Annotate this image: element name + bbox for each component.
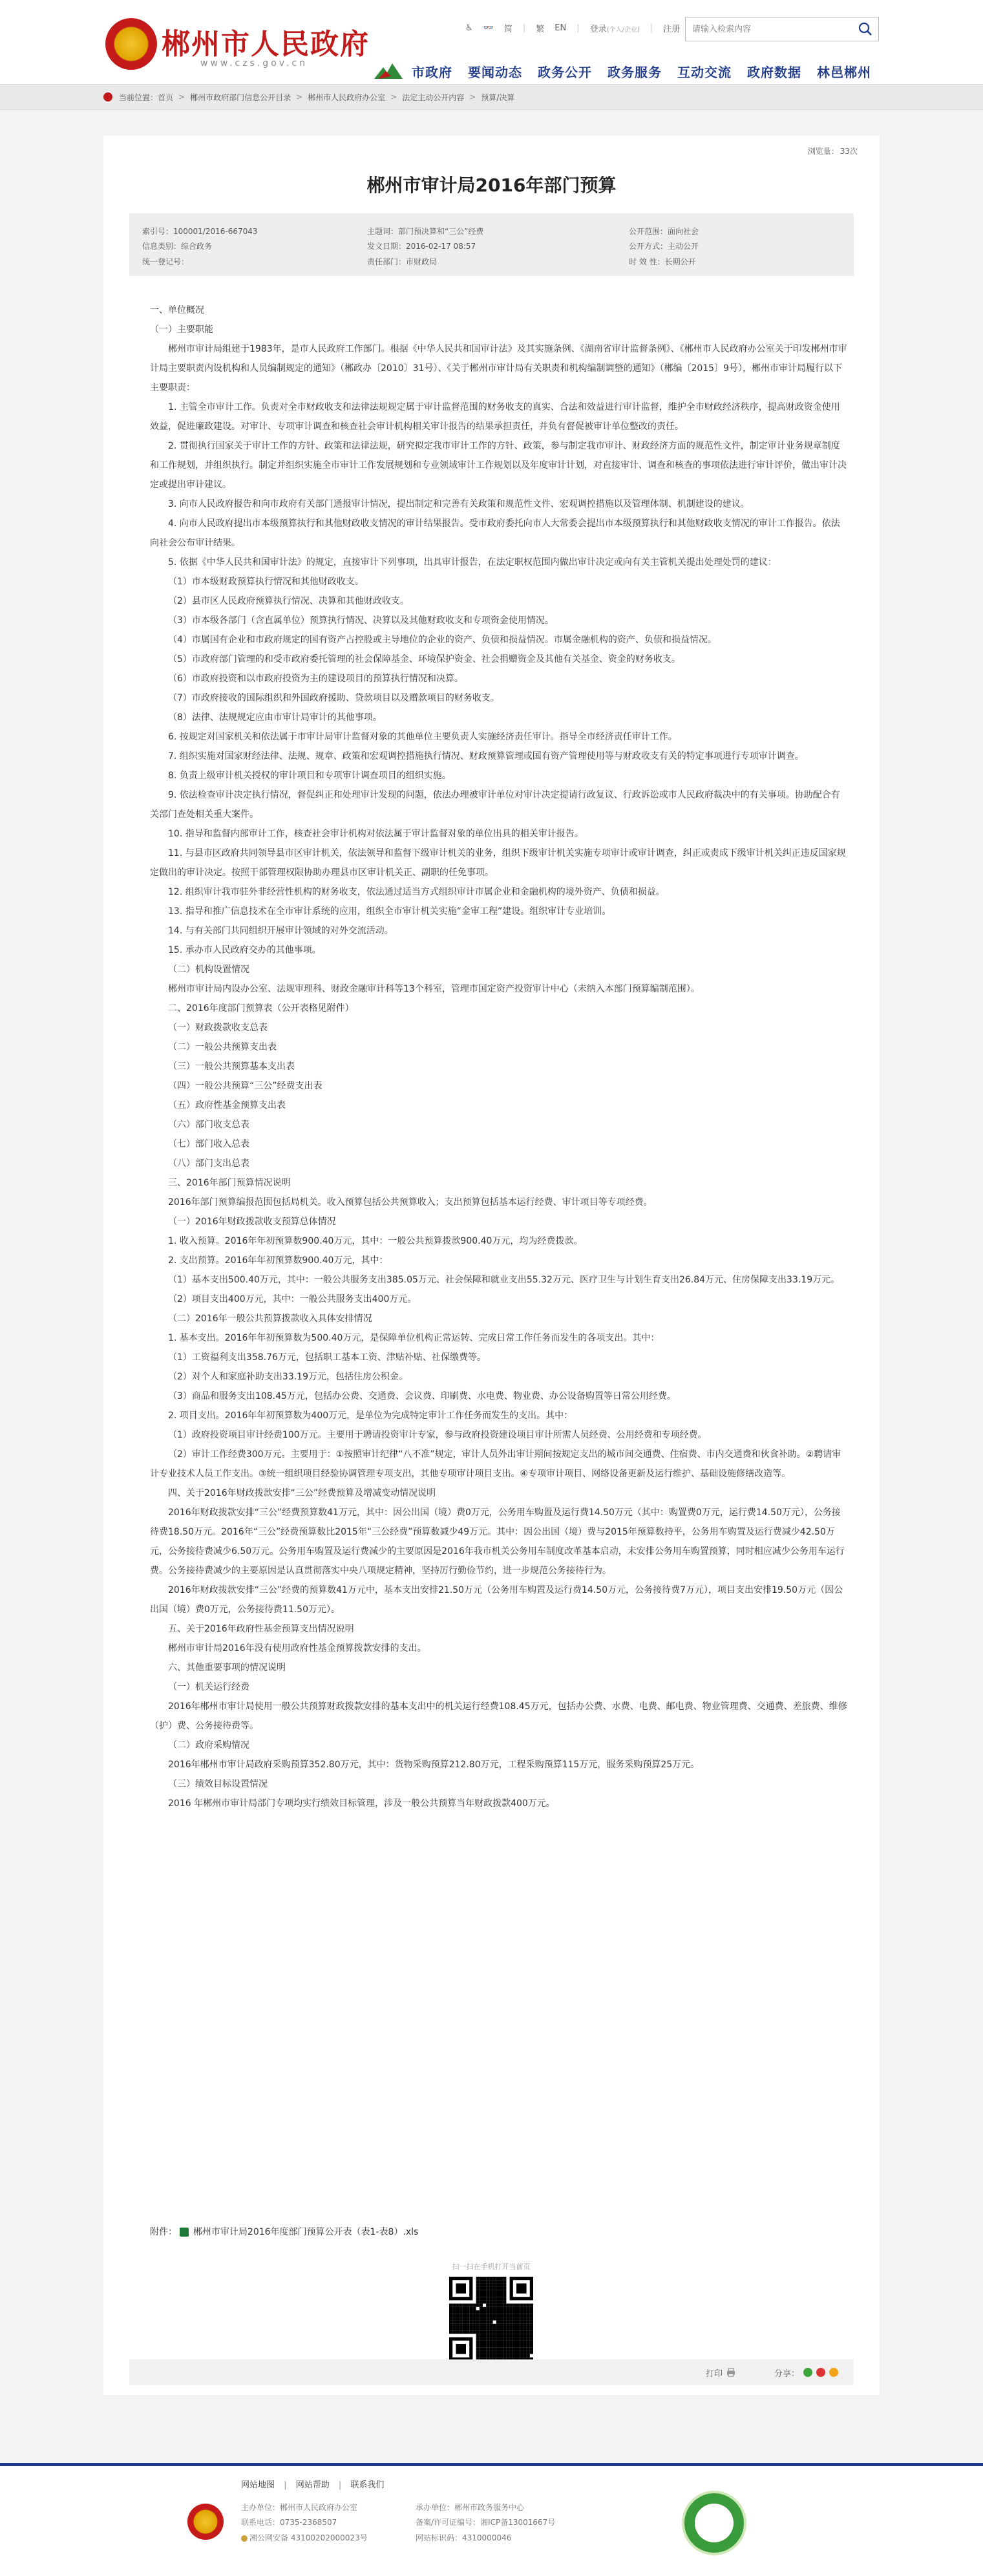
article-paragraph: （三）一般公共预算基本支出表	[168, 1061, 295, 1072]
location-pin-icon	[103, 92, 112, 101]
government-website-badge[interactable]	[682, 2491, 746, 2555]
article-paragraph: （3）商品和服务支出108.45万元，包括办公费、交通费、会议费、印刷费、水电费、物业费、办公设备购置等日常公用经费。	[168, 1391, 676, 1401]
article-paragraph: 14. 与有关部门共同组织开展审计领域的对外交流活动。	[168, 926, 394, 936]
national-emblem-logo[interactable]	[105, 18, 157, 70]
breadcrumb	[0, 84, 983, 110]
qr-code-block	[446, 2261, 536, 2363]
article-paragraph: （1）工资福利支出358.76万元，包括职工基本工资、津贴补贴、社保缴费等。	[168, 1352, 486, 1363]
article-paragraph: （二）一般公共预算支出表	[168, 1042, 277, 1052]
article-paragraph: 六、其他重要事项的情况说明	[168, 1663, 286, 1673]
search-box	[685, 17, 879, 41]
article-paragraph: 9. 依法检查审计决定执行情况，督促纠正和处理审计发现的问题，依法办理被审计单位对审计决定提请行政复议、行政诉讼或市人民政府裁决中的有关事项。协助配合有关部门查处相关重大案件。	[150, 790, 840, 820]
article-paragraph: （3）市本级各部门（含直属单位）预算执行情况、决算以及其他财政收支和专项资金使用情况。	[168, 615, 554, 626]
weibo-share-icon[interactable]	[816, 2368, 825, 2377]
footer-help-link[interactable]: 网站帮助	[295, 2480, 330, 2490]
article-paragraph: （7）市政府接收的国际组织和外国政府援助、贷款项目以及赠款项目的财务收支。	[168, 693, 500, 703]
breadcrumb-label: 当前位置：	[119, 92, 158, 102]
article-paragraph: 10. 指导和监督内部审计工作，核查社会审计机构对依法属于审计监督对象的单位出具的相关审计报告。	[168, 829, 584, 839]
breadcrumb-home[interactable]: 首页	[158, 92, 174, 102]
breadcrumb-office[interactable]: 郴州市人民政府办公室	[308, 92, 386, 102]
article-paragraph: （四）一般公共预算“三公”经费支出表	[168, 1081, 322, 1091]
breadcrumb-separator: >	[296, 92, 303, 101]
footer-police-text: 湘公网安备 43100202000023号	[249, 2533, 368, 2542]
breadcrumb-separator: >	[469, 92, 476, 101]
footer-police-record[interactable]	[241, 2532, 368, 2543]
article-paragraph: （八）部门支出总表	[168, 1158, 249, 1169]
article-paragraph: （6）市政府投资和以市政府投资为主的建设项目的预算执行情况和决算。	[168, 674, 463, 684]
article-paragraph: 6. 按规定对国家机关和依法属于市审计局审计监督对象的其他单位主要负责人实施经济责任审计。指导全市经济责任审计工作。	[168, 732, 677, 742]
meta-doc-no: 统一登记号：	[142, 257, 189, 266]
article-paragraph: （七）部门收入总表	[168, 1139, 249, 1149]
article-paragraph: 4. 向市人民政府提出市本级预算执行和其他财政收支情况的审计结果报告。受市政府委托向市人大常委会提出市本级预算执行和其他财政收支情况的审计工作报告。依法向社会公布审计结果。	[150, 518, 840, 548]
login-link[interactable]	[590, 22, 640, 34]
article-paragraph: 二、2016年度部门预算表（公开表格见附件）	[168, 1003, 354, 1014]
nav-city-government[interactable]: 市政府	[412, 64, 452, 80]
article-paragraph: 2. 支出预算。2016年年初预算数900.40万元，其中：	[168, 1255, 388, 1266]
article-paragraph: 1. 收入预算。2016年年初预算数900.40万元，其中：一般公共预算拨款900.40万元，均为经费拨款。	[168, 1236, 583, 1246]
city-logo-icon	[372, 59, 405, 83]
article-paragraph: （8）法律、法规规定应由市审计局审计的其他事项。	[168, 712, 382, 723]
article-paragraph: 2016年财政拨款安排“三公”经费的预算数41万元中，基本支出安排21.50万元（公务用车购置及运行费14.50万元，公务接待费7万元），项目支出安排19.50万元（因公出国（境）费0万元，公务接待费11.50万元）。	[150, 1585, 843, 1615]
article-paragraph: 12. 组织审计我市驻外非经营性机构的财务收支，依法通过适当方式组织审计市属企业和金融机构的境外资产、负债和损益。	[168, 887, 665, 897]
footer-sitemap-link[interactable]: 网站地图	[241, 2480, 275, 2490]
footer-icp[interactable]: 备案/许可证编号：湘ICP备13001667号	[416, 2518, 556, 2527]
site-url: www.czs.gov.cn	[200, 58, 308, 69]
meta-category: 信息类别：综合政务	[142, 242, 213, 251]
traditional-chinese-link[interactable]: 繁	[536, 25, 545, 34]
divider: |	[650, 23, 653, 33]
article-paragraph: 2016 年郴州市审计局部门专项均实行绩效目标管理，涉及一般公共预算当年财政拨款400万元。	[168, 1798, 555, 1809]
article-paragraph: （1）基本支出500.40万元，其中：一般公共服务支出385.05万元、社会保障和就业支出55.32万元、医疗卫生与计划生育支出26.84万元、住房保障支出33.19万元。	[168, 1275, 840, 1285]
share-group	[774, 2367, 838, 2379]
register-link[interactable]: 注册	[663, 25, 681, 34]
wechat-share-icon[interactable]	[803, 2368, 812, 2377]
article-paragraph: 1. 主管全市审计工作。负责对全市财政收支和法律法规规定属于审计监督范围的财务收支的真实、合法和效益进行审计监督，维护全市财政经济秩序，提高财政资金使用效益，促进廉政建设。对审计、专项审计调查和核查社会审计机构相关审计报告的结果承担责任，并负有督促被审计单位整改的责任。	[150, 402, 840, 432]
article-paragraph: 五、关于2016年政府性基金预算支出情况说明	[168, 1624, 354, 1634]
article-paragraph: 2016年郴州市审计局政府采购预算352.80万元，其中：货物采购预算212.80万元，工程采购预算115万元，服务采购预算25万元。	[168, 1760, 700, 1770]
article-paragraph: （六）部门收支总表	[168, 1120, 249, 1130]
meta-scope: 公开范围：面向社会	[629, 227, 699, 236]
article-paragraph: （二）2016年一般公共预算拨款收入具体安排情况	[168, 1314, 372, 1324]
footer-divider: |	[338, 2480, 342, 2490]
article-paragraph: （一）财政拨款收支总表	[168, 1023, 268, 1033]
article-paragraph: （五）政府性基金预算支出表	[168, 1100, 286, 1111]
print-label: 打印	[705, 2368, 723, 2379]
login-note: (个人/企业)	[606, 27, 640, 34]
article-paragraph: （2）对个人和家庭补助支出33.19万元，包括住房公积金。	[168, 1372, 408, 1382]
view-count	[807, 145, 858, 156]
share-label: 分享：	[774, 2368, 799, 2379]
article-title: 郴州市审计局2016年部门预算	[366, 175, 617, 196]
breadcrumb-budget[interactable]: 预算/决算	[481, 92, 515, 102]
article-paragraph: （一）机关运行经费	[168, 1682, 249, 1692]
view-count-value: 33次	[840, 147, 858, 156]
article-paragraph: 3. 向市人民政府报告和向市政府有关部门通报审计情况，提出制定和完善有关政策和规范性文件、宏观调控措施以及管理体制、机制建设的建议。	[168, 499, 750, 509]
article-paragraph: （一）2016年财政拨款收支预算总体情况	[168, 1217, 336, 1227]
article-paragraph: 11. 与县市区政府共同领导县市区审计机关，依法领导和监督下级审计机关的业务，组织下级审计机关实施专项审计或审计调查，纠正或责成下级审计机关纠正违反国家规定做出的审计决定。按照干部管理权限协助办理县市区审计机关正、副职的任免事项。	[150, 848, 846, 878]
article-paragraph: 三、2016年部门预算情况说明	[168, 1178, 291, 1188]
nav-government-services[interactable]: 政务服务	[608, 64, 662, 80]
party-government-emblem[interactable]	[187, 2504, 224, 2540]
footer-site-code: 网站标识码：4310000046	[416, 2533, 512, 2542]
view-count-label: 浏览量：	[807, 147, 839, 156]
english-link[interactable]: EN	[555, 23, 567, 33]
article-paragraph: （三）绩效目标设置情况	[168, 1779, 268, 1789]
article-paragraph: 郴州市审计局2016年没有使用政府性基金预算拨款安排的支出。	[168, 1643, 427, 1654]
search-input[interactable]	[686, 17, 852, 41]
footer-undertaker: 承办单位：郴州市政务服务中心	[416, 2503, 525, 2512]
share-bar	[129, 2359, 854, 2385]
meta-index-no: 索引号：100001/2016-667043	[142, 227, 258, 236]
article-paragraph: 5. 依据《中华人民共和国审计法》的规定，直接审计下列事项，出具审计报告，在法定职权范围内做出审计决定或向有关主管机关提出处理处罚的建议：	[168, 557, 777, 568]
article-paragraph: 7. 组织实施对国家财经法律、法规、规章、政策和宏观调控措施执行情况、财政预算管理或国有资产管理使用等与财政收支有关的特定事项进行专项审计调查。	[168, 751, 804, 761]
article-paragraph: （2）审计工作经费300万元。主要用于：①按照审计纪律“八不准”规定，审计人员外出审计期间按规定支出的城市间交通费、住宿费、市内交通费和伙食补助。②聘请审计专业技术人员工作支出。③统一组织项目经验协调管理专项支出，其他专项审计项目支出。④专项审计项目、网络设备更新及运行维护、基础设施修缮改造等。	[150, 1449, 841, 1479]
meta-publish-date: 发文日期：2016-02-17 08:57	[367, 242, 476, 251]
article-paragraph: （2）项目支出400万元，其中：一般公共服务支出400万元。	[168, 1294, 417, 1304]
footer-divider: |	[284, 2480, 287, 2490]
article-paragraph: 2. 贯彻执行国家关于审计工作的方针、政策和法律法规，研究拟定我市审计工作的方针、政策，参与制定我市审计、财政经济方面的规范性文件，制定审计业务规章制度和工作规划，并组织执行。制定并组织实施全市审计工作发展规划和专业领域审计工作规划以及年度审计计划，对直接审计、调查和核查的事项依法进行审计评价，做出审计决定或提出审计建议。	[150, 441, 847, 490]
article-paragraph: 郴州市审计局组建于1983年，是市人民政府工作部门。根据《中华人民共和国审计法》及其实施条例、《湖南省审计监督条例》、《郴州市人民政府办公室关于印发郴州市审计局主要职责内设机构和人员编制规定的通知》（郴政办〔2010〕31号）、《关于郴州市审计局有关职责和机构编制调整的通知》（郴编〔2015〕9号），郴州市审计局履行以下主要职责：	[150, 344, 847, 393]
accessibility-icon[interactable]: ♿	[465, 23, 473, 33]
qzone-share-icon[interactable]	[829, 2368, 838, 2377]
attachment-link[interactable]: 郴州市审计局2016年度部门预算公开表（表1-表8）.xls	[193, 2227, 419, 2237]
search-button[interactable]	[852, 17, 878, 41]
article-meta-table	[129, 213, 854, 276]
article-paragraph: 一、单位概况	[150, 305, 204, 315]
main-nav	[372, 59, 871, 83]
footer-sponsor: 主办单位：郴州市人民政府办公室	[241, 2503, 358, 2512]
article-paragraph: （二）机构设置情况	[168, 964, 249, 975]
article-paragraph: （一）主要职能	[150, 325, 213, 335]
meta-department: 责任部门：市财政局	[367, 257, 438, 266]
site-header	[0, 0, 983, 84]
printer-icon	[726, 2368, 735, 2377]
site-footer	[0, 2463, 983, 2576]
simplified-chinese-link[interactable]: 简	[503, 25, 513, 34]
article-paragraph: 1. 基本支出。2016年年初预算数为500.40万元，是保障单位机构正常运转、完成日常工作任务而发生的各项支出。其中：	[168, 1333, 660, 1343]
footer-phone: 联系电话：0735-2368507	[241, 2518, 337, 2527]
article-paragraph: 8. 负责上级审计机关授权的审计项目和专项审计调查项目的组织实施。	[168, 771, 451, 781]
article-paragraph: 四、关于2016年财政拨款安排“三公”经费预算及增减变动情况说明	[168, 1488, 436, 1498]
elderly-mode-icon[interactable]: 👓	[483, 23, 494, 33]
search-icon	[858, 22, 872, 36]
article-paragraph: 2. 项目支出。2016年年初预算数为400万元，是单位为完成特定审计工作任务而发生的支出。其中：	[168, 1410, 573, 1421]
article-paragraph: 郴州市审计局内设办公室、法规审理科、财政金融审计科等13个科室，管理市国定资产投资审计中心（未纳入本部门预算编制范围）。	[168, 984, 700, 994]
meta-validity: 时 效 性：长期公开	[629, 257, 696, 266]
article-paragraph: 13. 指导和推广信息技术在全市审计系统的应用，组织全市审计机关实施“金审工程”建设。组织审计专业培训。	[168, 906, 611, 917]
breadcrumb-separator: >	[178, 92, 185, 101]
article-paragraph: （4）市属国有企业和市政府规定的国有资产占控股或主导地位的企业的资产、负债和损益情况。市属金融机构的资产、负债和损益情况。	[168, 635, 717, 645]
meta-topic: 主题词：部门预决算和“三公”经费	[367, 227, 484, 236]
nav-government-data[interactable]: 政府数据	[747, 64, 801, 80]
article-paragraph: （1）政府投资项目审计经费100万元。主要用于聘请投资审计专家，参与政府投资建设项目审计所需人员经费、公用经费和专项经费。	[168, 1430, 707, 1440]
footer-links	[241, 2478, 384, 2490]
article-paragraph: （1）市本级财政预算执行情况和其他财政收支。	[168, 577, 364, 587]
excel-file-icon	[180, 2228, 189, 2237]
qr-code-label: 扫一扫在手机打开当前页	[452, 2262, 531, 2271]
article-container	[103, 136, 880, 2395]
article-paragraph: （5）市政府部门管理的和受市政府委托管理的社会保障基金、环境保护资金、社会捐赠资金及其他有关基金、资金的财务收支。	[168, 654, 681, 665]
article-paragraph: 2016年郴州市审计局使用一般公共预算财政拨款安排的基本支出中的机关运行经费108.45万元，包括办公费、水费、电费、邮电费、物业管理费、交通费、差旅费、维修（护）费、公务接待费等。	[150, 1701, 847, 1731]
article-body	[150, 301, 849, 1813]
top-links	[465, 22, 680, 34]
article-paragraph: 2016年部门预算编报范围包括局机关。收入预算包括公共预算收入；支出预算包括基本运行经费、审计项目等专项经费。	[168, 1197, 653, 1208]
nav-government-affairs-disclosure[interactable]: 政务公开	[538, 64, 592, 80]
article-paragraph: 15. 承办市人民政府交办的其他事项。	[168, 945, 321, 955]
breadcrumb-separator: >	[390, 92, 397, 101]
nav-interaction[interactable]: 互动交流	[677, 64, 732, 80]
breadcrumb-statutory-disclosure[interactable]: 法定主动公开内容	[402, 92, 465, 102]
divider: |	[522, 23, 526, 33]
article-paragraph: （2）县市区人民政府预算执行情况、决算和其他财政收支。	[168, 596, 409, 606]
attachment-label: 附件：	[150, 2227, 177, 2237]
footer-contact-link[interactable]: 联系我们	[350, 2480, 385, 2490]
divider: |	[576, 23, 580, 33]
meta-form: 公开方式：主动公开	[629, 242, 699, 251]
nav-linyi-chenzhou[interactable]: 林邑郴州	[817, 64, 871, 80]
print-button[interactable]	[706, 2367, 735, 2379]
site-title[interactable]: 郴州市人民政府	[162, 28, 370, 61]
police-badge-icon	[241, 2535, 248, 2542]
article-paragraph: （二）政府采购情况	[168, 1740, 249, 1751]
login-label: 登录	[589, 25, 607, 34]
article-paragraph: 2016年财政拨款安排“三公”经费预算数41万元，其中：因公出国（境）费0万元，公务用车购置及运行费14.50万元（其中：购置费0万元，运行费14.50万元），公务接待费18.50万元。2016年“三公”经费预算数比2015年“三公经费”预算数减少49万元。其中：因公出国（境）费与2015年预算数持平，公务用车购置及运行费减少42.50万元，公务接待费减少6.50万元。公务用车购置及运行费减少的主要原因是2016年我市机关公务用车制度改革基本启动，未安排公务用车购置预算，同时相应减少公务用车运行费。公务接待费减少的主要原因是认真贯彻落实中央八项规定精神，坚持厉行勤俭节约，进一步规范公务接待行为。	[150, 1507, 845, 1576]
nav-news[interactable]: 要闻动态	[468, 64, 522, 80]
breadcrumb-catalog[interactable]: 郴州市政府部门信息公开目录	[190, 92, 291, 102]
qr-code-image	[449, 2277, 533, 2361]
attachment	[150, 2225, 418, 2238]
badge-inner	[695, 2504, 734, 2542]
